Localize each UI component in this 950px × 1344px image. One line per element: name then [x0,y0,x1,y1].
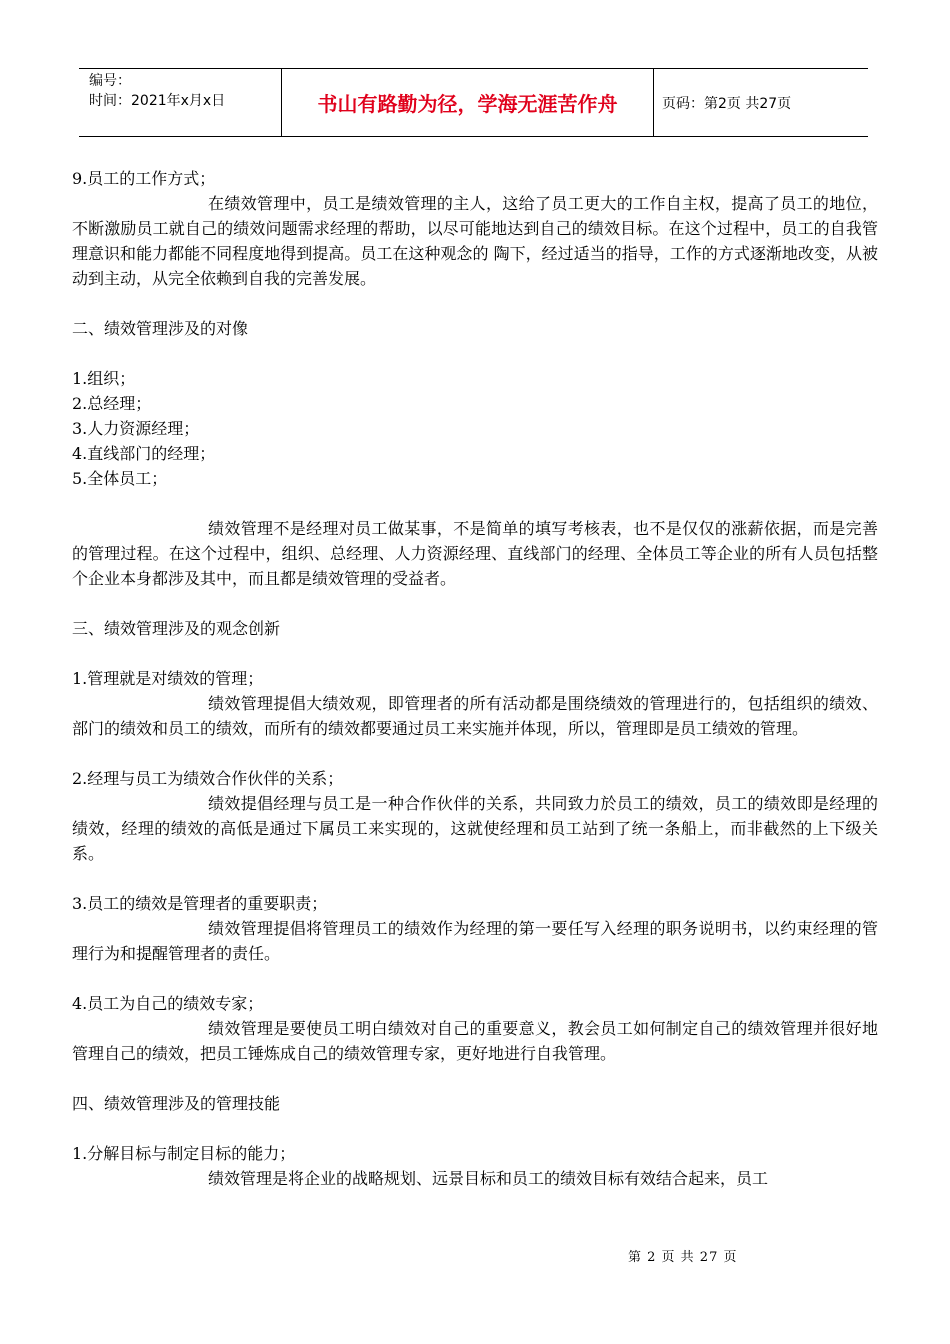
item-heading: 1.分解目标与制定目标的能力； [72,1144,296,1163]
paragraph: 绩效管理是将企业的战略规划、远景目标和员工的绩效目标有效结合起来，员工 [208,1169,769,1188]
list-item: 2.总经理； [72,394,152,413]
section-heading: 二、绩效管理涉及的对像 [72,319,249,338]
item-heading: 2.经理与员工为绩效合作伙伴的关系； [72,769,344,788]
item-heading: 4.员工为自己的绩效专家； [72,994,264,1013]
list-item: 3.人力资源经理； [72,419,200,438]
header-meta [79,69,281,136]
list-item: 4.直线部门的经理； [72,444,216,463]
item-heading: 9.员工的工作方式； [72,169,216,188]
paragraph: 绩效管理是要使员工明白绩效对自己的重要意义，教会员工如何制定自己的绩效管理并很好地管理自己的绩效，把员工锤炼成自己的绩效管理专家，更好地进行自我管理。 [72,1019,878,1063]
document-time-label: 时间：2021年x月x日 [89,93,226,109]
section-heading: 三、绩效管理涉及的观念创新 [72,619,281,638]
header-motto: 书山有路勤为径，学海无涯苦作舟 [281,69,654,136]
paragraph: 绩效管理提倡将管理员工的绩效作为经理的第一要任写入经理的职务说明书，以约束经理的管理行为和提醒管理者的责任。 [72,919,878,963]
list-item: 5.全体员工； [72,469,168,488]
item-heading: 1.管理就是对绩效的管理； [72,669,264,688]
page-header [79,68,868,137]
section-heading: 四、绩效管理涉及的管理技能 [72,1094,281,1113]
page-footer: 第 2 页 共 27 页 [628,1250,738,1265]
list-item: 1.组织； [72,369,136,388]
document-number-label: 编号： [89,73,131,89]
paragraph: 绩效管理不是经理对员工做某事，不是简单的填写考核表，也不是仅仅的涨薪依据，而是完善的管理过程。在这个过程中，组织、总经理、人力资源经理、直线部门的经理、全体员工等企业的所有人员包括整个企业本身都涉及其中，而且都是绩效管理的受益者。 [72,519,878,588]
header-page-number: 页码：第2页 共27页 [662,95,792,112]
paragraph: 绩效管理提倡大绩效观，即管理者的所有活动都是围绕绩效的管理进行的，包括组织的绩效、部门的绩效和员工的绩效，而所有的绩效都要通过员工来实施并体现，所以，管理即是员工绩效的管理。 [72,694,878,738]
item-heading: 3.员工的绩效是管理者的重要职责； [72,894,328,913]
paragraph: 在绩效管理中，员工是绩效管理的主人，这给了员工更大的工作自主权，提高了员工的地位，不断激励员工就自己的绩效问题需求经理的帮助，以尽可能地达到自己的绩效目标。在这个过程中，员工的自我管理意识和能力都能不同程度地得到提高。员工在这种观念的 陶下，经过适当的指导，工作的方式逐渐地改变，从被动到主动，从完全依赖到自我的完善发展。 [72,194,878,288]
document-body [72,166,878,1191]
paragraph: 绩效提倡经理与员工是一种合作伙伴的关系，共同致力於员工的绩效，员工的绩效即是经理的绩效，经理的绩效的高低是通过下属员工来实现的，这就使经理和员工站到了统一条船上，而非截然的上下级关系。 [72,794,878,863]
